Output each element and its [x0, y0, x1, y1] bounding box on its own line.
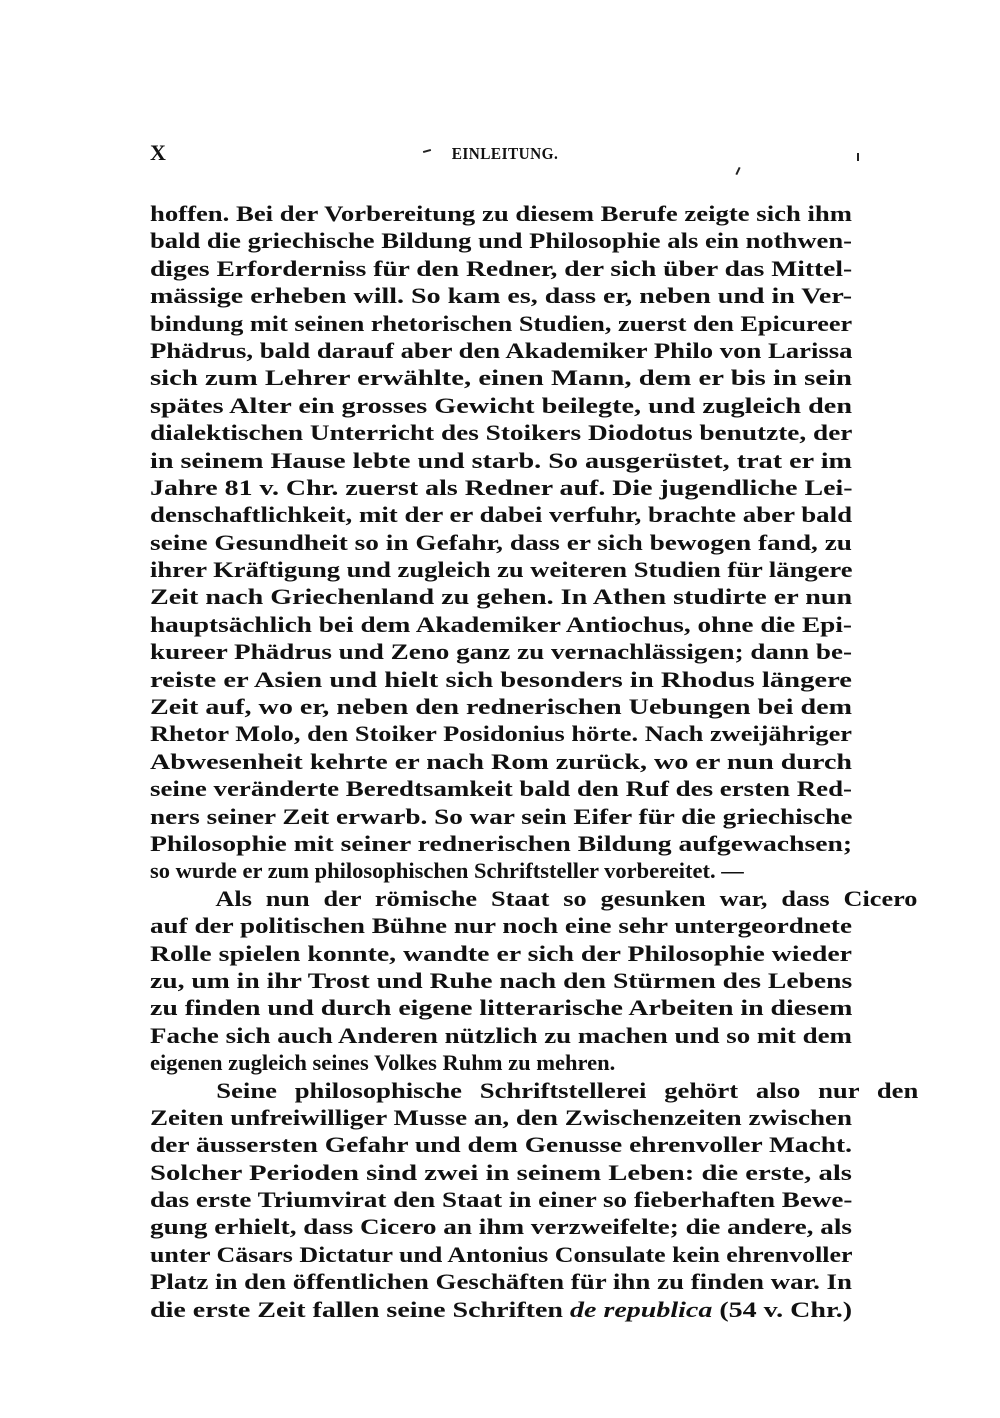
paragraph — [150, 1077, 919, 1324]
text-line: Fache sich auch Anderen nützlich zu machen und so mit dem — [150, 1022, 853, 1048]
text-line: so wurde er zum philosophischen Schriftsteller vorbereitet. — — [150, 858, 744, 884]
text-line: Rhetor Molo, den Stoiker Posidonius hörte. Nach zweijähriger — [150, 721, 853, 747]
text-line: Abwesenheit kehrte er nach Rom zurück, wo er nun durch — [150, 748, 853, 774]
text-line: spätes Alter ein grosses Gewicht beilegte, und zugleich den — [150, 392, 853, 418]
text-line — [150, 1296, 852, 1323]
text-line: seine veränderte Beredtsamkeit bald den Ruf des ersten Red- — [150, 776, 853, 802]
text-line: Zeiten unfreiwilliger Musse an, den Zwischenzeiten zwischen — [150, 1104, 852, 1130]
text-line: Jahre 81 v. Chr. zuerst als Redner auf. Die jugendliche Lei- — [150, 474, 853, 500]
running-title: EINLEITUNG. — [451, 144, 559, 163]
text-line: Rolle spielen konnte, wandte er sich der Philosophie wieder — [150, 940, 852, 966]
text-line: bald die griechische Bildung und Philosophie als ein nothwen- — [150, 228, 852, 254]
text-line: Seine philosophische Schriftstellerei gehört also nur den — [216, 1077, 919, 1103]
text-line: sich zum Lehrer erwählte, einen Mann, dem er bis in sein — [150, 365, 853, 391]
text-line: Philosophie mit seiner rednerischen Bildung aufgewachsen; — [150, 830, 853, 856]
scan-speck — [857, 153, 859, 161]
work-title: de republica — [570, 1296, 713, 1322]
text-line: kureer Phädrus und Zeno ganz zu vernachlässigen; dann be- — [150, 639, 853, 665]
text-span: die erste Zeit fallen seine Schriften — [150, 1296, 571, 1322]
paragraph — [150, 200, 852, 885]
text-line: zu finden und durch eigene litterarische Arbeiten in diesem — [150, 995, 853, 1021]
page-header — [150, 140, 860, 170]
text-line: mässige erheben will. So kam es, dass er, neben und in Ver- — [150, 283, 853, 309]
text-line: der äussersten Gefahr und dem Genusse ehrenvoller Macht. — [150, 1132, 853, 1158]
text-line: unter Cäsars Dictatur und Antonius Consulate kein ehrenvoller — [150, 1241, 853, 1267]
text-line: Zeit nach Griechenland zu gehen. In Athen studirte er nun — [150, 584, 853, 610]
body-text — [150, 200, 919, 1323]
text-line: Platz in den öffentlichen Geschäften für ihn zu finden war. In — [150, 1269, 852, 1295]
text-line: seine Gesundheit so in Gefahr, dass er sich bewogen fand, zu — [150, 529, 852, 555]
paragraph — [150, 885, 918, 1077]
text-line: diges Erforderniss für den Redner, der sich über das Mittel- — [150, 255, 853, 281]
text-line: Phädrus, bald darauf aber den Akademiker Philo von Larissa — [150, 337, 853, 363]
text-line: hoffen. Bei der Vorbereitung zu diesem Berufe zeigte sich ihm — [150, 201, 852, 226]
text-line: hauptsächlich bei dem Akademiker Antiochus, ohne die Epi- — [150, 611, 852, 637]
text-line: Als nun der römische Staat so gesunken war, dass Cicero — [215, 885, 918, 911]
text-line: dialektischen Unterricht des Stoikers Diodotus benutzte, der — [150, 420, 853, 446]
text-line: in seinem Hause lebte und starb. So ausgerüstet, trat er im — [150, 447, 852, 473]
text-line: eigenen zugleich seines Volkes Ruhm zu mehren. — [150, 1050, 616, 1076]
text-line: ihrer Kräftigung und zugleich zu weiteren Studien für längere — [150, 557, 853, 583]
text-line: bindung mit seinen rhetorischen Studien, zuerst den Epicureer — [150, 310, 853, 336]
text-line: Solcher Perioden sind zwei in seinem Leben: die erste, als — [150, 1159, 852, 1185]
text-line: das erste Triumvirat den Staat in einer so fieberhaften Bewe- — [150, 1187, 853, 1213]
text-line: denschaftlichkeit, mit der er dabei verfuhr, brachte aber bald — [150, 502, 853, 528]
text-line: auf der politischen Bühne nur noch eine sehr untergeordnete — [150, 913, 852, 939]
text-line: reiste er Asien und hielt sich besonders in Rhodus längere — [150, 666, 852, 692]
text-line: ners seiner Zeit erwarb. So war sein Eifer für die griechische — [150, 803, 853, 829]
text-span: (54 v. Chr.) — [712, 1296, 853, 1322]
text-line: Zeit auf, wo er, neben den rednerischen Uebungen bei dem — [150, 694, 852, 720]
page-number: X — [150, 140, 166, 165]
text-line: zu, um in ihr Trost und Ruhe nach den Stürmen des Lebens — [150, 967, 853, 993]
text-line: gung erhielt, dass Cicero an ihm verzweifelte; die andere, als — [150, 1214, 853, 1240]
